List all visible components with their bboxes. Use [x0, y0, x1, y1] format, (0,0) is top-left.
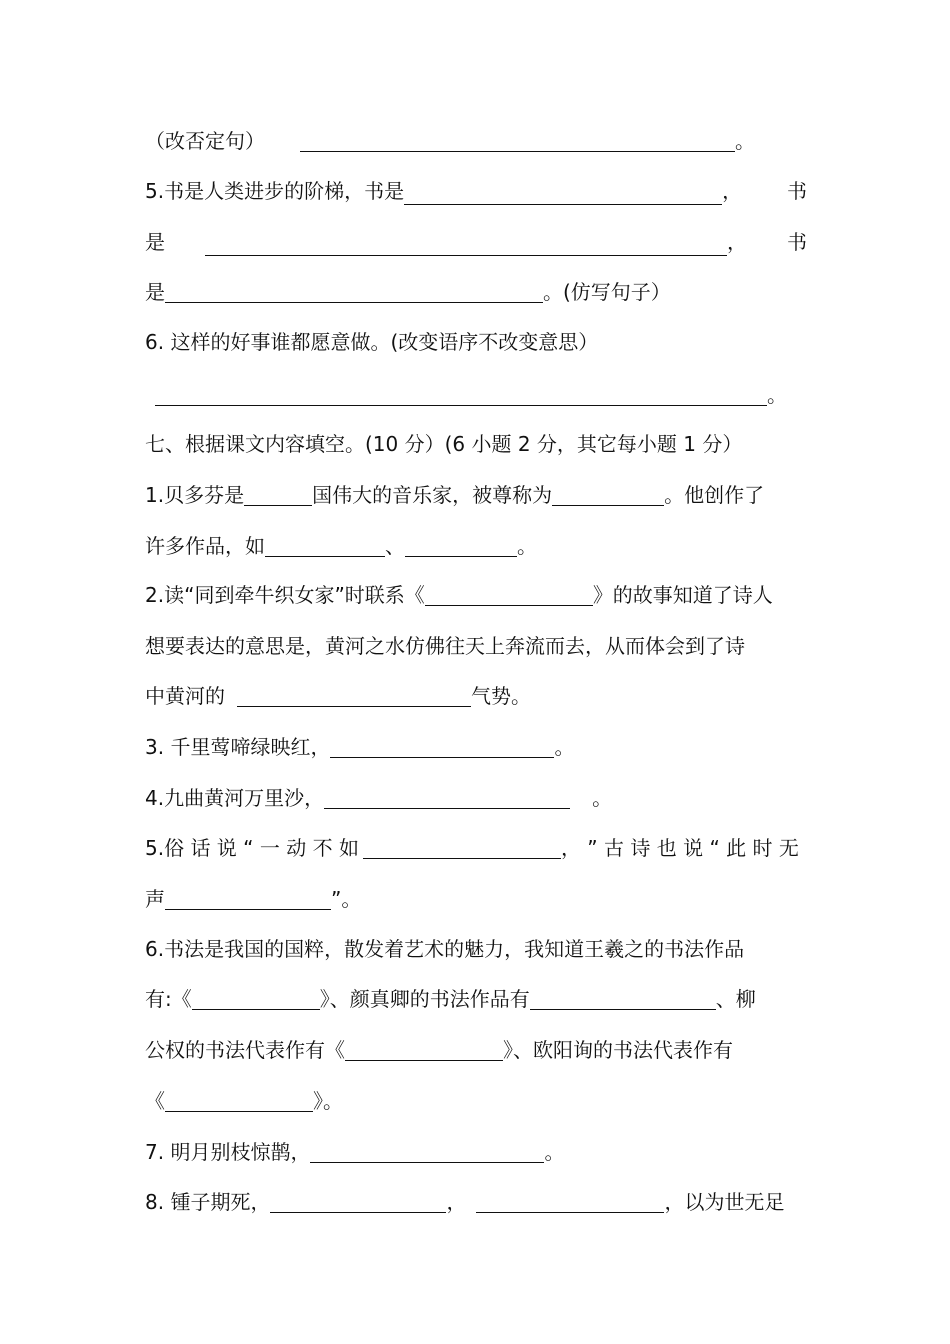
prompt-text: 书	[787, 179, 807, 203]
question-text: 6. 这样的好事谁都愿意做。(改变语序不改变意思）	[145, 330, 599, 354]
punct: 。	[592, 786, 613, 810]
line-s7-q2-end	[145, 682, 807, 710]
line-q5-imitate-3	[145, 278, 807, 306]
prompt-text: 》、欧阳询的书法代表作有	[503, 1038, 733, 1062]
punct: 。	[735, 129, 755, 153]
prompt-text: 。他创作了	[664, 483, 765, 507]
punct: 。	[544, 1140, 565, 1164]
prompt-text: 》的故事知道了诗人	[592, 583, 773, 607]
answer-blank[interactable]	[425, 583, 593, 606]
line-s7-q3	[145, 733, 807, 761]
prompt-text: 8. 锺子期死，	[145, 1190, 271, 1214]
section-title: 七、根据课文内容填空。(10 分）(6 小题 2 分，其它每小题 1 分）	[145, 432, 743, 456]
prompt-text: 6.书法是我国的国粹，散发着艺术的魅力，我知道王羲之的书法作品	[145, 937, 745, 961]
answer-blank[interactable]	[552, 483, 664, 506]
answer-blank[interactable]	[310, 1140, 544, 1163]
answer-blank[interactable]	[165, 887, 331, 910]
punct: 。	[767, 383, 787, 407]
prompt-text: 中黄河的	[145, 684, 225, 708]
prompt-text: 、柳	[715, 987, 756, 1011]
prompt-text: 是	[145, 230, 165, 254]
punct: 》。	[313, 1089, 343, 1113]
line-s7-q1	[145, 481, 807, 509]
answer-blank[interactable]	[363, 836, 561, 859]
line-s7-q1-cont	[145, 532, 807, 560]
prompt-text: 1.贝多芬是	[145, 483, 245, 507]
punct: ，	[727, 230, 747, 254]
prompt-text: 3. 千里莺啼绿映红，	[145, 735, 331, 759]
answer-blank[interactable]	[192, 987, 320, 1010]
line-s7-q6-cont	[145, 985, 807, 1013]
answer-blank[interactable]	[324, 786, 570, 809]
prompt-text: 4.九曲黄河万里沙，	[145, 786, 325, 810]
answer-blank[interactable]	[155, 383, 767, 406]
line-s7-q2-cont	[145, 632, 807, 660]
answer-blank[interactable]	[405, 534, 517, 557]
line-q5-imitate-2	[145, 228, 807, 256]
line-s7-q6-end	[145, 1087, 807, 1115]
line-q5-imitate-1	[145, 177, 807, 205]
answer-blank[interactable]	[476, 1190, 664, 1213]
prompt-text: 有:《	[145, 987, 192, 1011]
prompt-text: 书	[787, 230, 807, 254]
prompt-text: 声	[145, 887, 165, 911]
answer-blank[interactable]	[244, 483, 312, 506]
prompt-text: 7. 明月别枝惊鹊，	[145, 1140, 311, 1164]
answer-blank[interactable]	[265, 534, 385, 557]
answer-blank[interactable]	[237, 684, 471, 707]
prompt-text: 国伟大的音乐家，被尊称为	[312, 483, 553, 507]
punct: 。	[554, 735, 575, 759]
answer-blank[interactable]	[205, 233, 727, 256]
prompt-text: ， ” 古 诗 也 说 “ 此 时 无	[560, 836, 799, 860]
answer-blank[interactable]	[300, 129, 735, 152]
line-s7-q8	[145, 1188, 807, 1216]
prompt-text: 气势。	[471, 684, 531, 708]
answer-blank[interactable]	[345, 1038, 503, 1061]
answer-blank[interactable]	[270, 1190, 446, 1213]
prompt-text: ，以为世无足	[664, 1190, 785, 1214]
answer-blank[interactable]	[165, 280, 543, 303]
prompt-text: 5.俗 话 说 “ 一 动 不 如	[145, 836, 359, 860]
section-seven-heading	[145, 430, 807, 458]
prompt-text: 》、颜真卿的书法作品有	[319, 987, 530, 1011]
line-q6-answer	[145, 381, 807, 409]
punct: 、	[385, 534, 405, 558]
answer-blank[interactable]	[404, 182, 722, 205]
prompt-text: 2.读“同到牵牛织女家”时联系《	[145, 583, 425, 607]
line-s7-q6-cont2	[145, 1036, 807, 1064]
punct: 。	[517, 534, 537, 558]
answer-blank[interactable]	[330, 735, 554, 758]
punct: ”。	[331, 887, 362, 911]
punct: ，	[446, 1190, 467, 1214]
line-negation	[145, 127, 807, 155]
answer-blank[interactable]	[165, 1089, 313, 1112]
punct: ，	[722, 179, 743, 203]
instruction-text: 。(仿写句子）	[543, 280, 671, 304]
prompt-text: 想要表达的意思是，黄河之水仿佛往天上奔流而去，从而体会到了诗	[145, 634, 745, 658]
prompt-text: 公权的书法代表作有《	[145, 1038, 345, 1062]
answer-blank[interactable]	[530, 987, 716, 1010]
prompt-text: 许多作品，如	[145, 534, 265, 558]
line-s7-q5-cont	[145, 885, 807, 913]
line-s7-q4	[145, 784, 807, 812]
prompt-text: 是	[145, 280, 165, 304]
prompt-text: （改否定句）	[145, 129, 265, 153]
prompt-text: 5.书是人类进步的阶梯，书是	[145, 179, 405, 203]
line-s7-q2	[145, 581, 807, 609]
line-s7-q7	[145, 1138, 807, 1166]
line-s7-q6	[145, 935, 807, 963]
prompt-text: 《	[145, 1089, 165, 1113]
line-s7-q5	[145, 834, 807, 862]
line-q6	[145, 328, 807, 356]
